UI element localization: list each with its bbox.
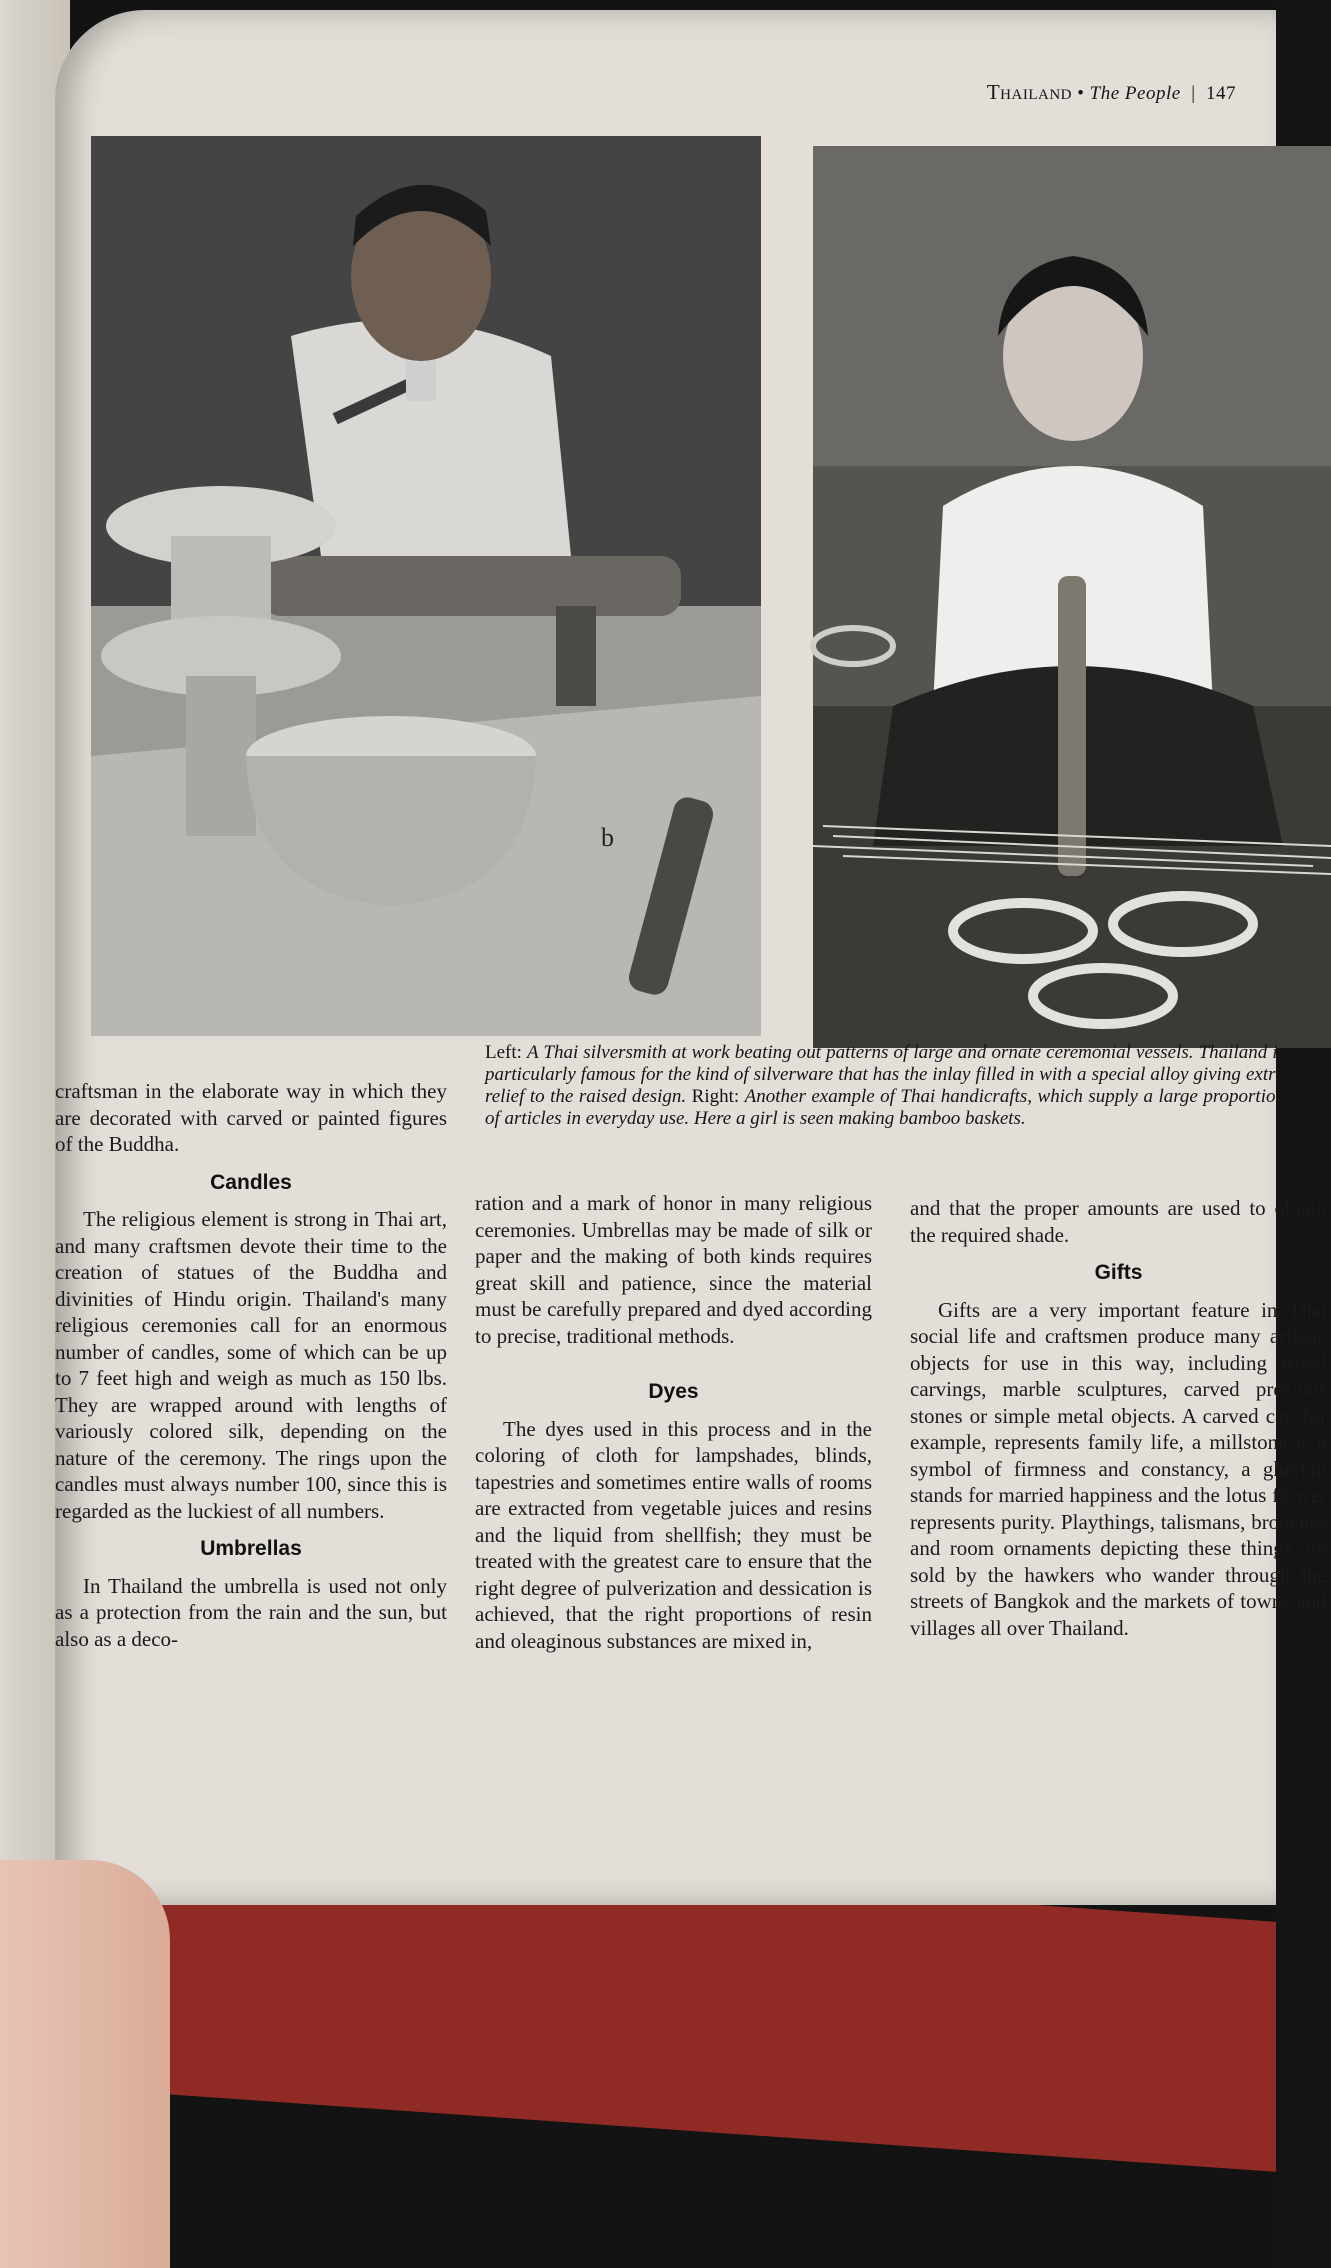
column1-intro: craftsman in the elaborate way in which they are decorated with carved or painted figures of the Buddha. — [55, 1079, 447, 1156]
gifts-heading: Gifts — [1094, 1261, 1143, 1284]
column2-text: ration and a mark of honor in many religious ceremonies. Umbrellas may be made of silk or paper and the making of both kinds requires great skill and patience, since the material must be carefully prepared and dyed according to precise, traditional methods. — [475, 1191, 872, 1348]
caption-right-text: Another example of Thai handicrafts, which supply a large proportion of articles in everyday use. Here a girl is seen making bamboo baskets. — [485, 1086, 1285, 1129]
basket-weaver-illustration — [813, 146, 1331, 1048]
umbrellas-heading: Umbrellas — [200, 1537, 302, 1560]
caption-lead-right: Right: — [691, 1086, 740, 1107]
umbrellas-text: In Thailand the umbrella is used not only as a protection from the rain and the sun, but also as a deco- — [55, 1573, 447, 1651]
candles-text: The religious element is strong in Thai art, and many craftsmen devote their time to the creation of statues of the Buddha and divinities of Hindu origin. Thailand's many religious ceremonies call for an enormous number of candles, some of which can be up to 7 feet high and weigh as much as 150 lbs. They are wrapped around with lengths of variously colored silk, depending on the nature of the ceremony. The rings upon the candles must always number 100, since this is regarded as the luckiest of all numbers. — [55, 1207, 447, 1523]
book-page — [55, 10, 1327, 1905]
silversmith-photo — [91, 136, 761, 1036]
page-number: 147 — [1206, 83, 1236, 104]
header-section: The People — [1089, 83, 1181, 104]
basket-weaver-photo — [813, 146, 1331, 1048]
photo-label: b — [601, 823, 614, 852]
text-column-2 — [475, 1190, 872, 1654]
thumb — [0, 1860, 170, 2268]
silversmith-illustration — [91, 136, 761, 1036]
header-divider: | — [1191, 83, 1196, 104]
header-separator: • — [1077, 83, 1085, 104]
header-country: Thailand — [986, 80, 1073, 104]
candles-heading: Candles — [210, 1170, 292, 1194]
gifts-text: Gifts are a very important feature in Thai social life and craftsmen produce many artistic objects for use in this way, including wood carvings, marble sculptures, carved precious stones or simple metal objects. A carved cat, for example, represents family life, a millstone is a symbol of firmness and constancy, a gherkin stands for married happiness and the lotus flower represents purity. Playthings, talismans, brooches and room ornaments depicting these things are sold by the hawkers who wander through the streets of Bangkok and the markets of towns and villages all over Thailand. — [910, 1297, 1327, 1640]
text-column-1 — [55, 1078, 447, 1652]
text-column-3 — [910, 1195, 1327, 1641]
caption-lead-left: Left: — [485, 1042, 522, 1063]
photo-caption — [485, 1042, 1285, 1130]
dyes-text: The dyes used in this process and in the coloring of cloth for lampshades, blinds, tapestries and sometimes entire walls of rooms are extracted from vegetable juices and resins and the liquid from shellfish; they must be treated with the greatest care to ensure that the right degree of pulverization and dessication is achieved, that the right proportions of resin and oleaginous substances are mixed in, — [475, 1416, 872, 1653]
column3-text: and that the proper amounts are used to obtain the required shade. — [910, 1196, 1327, 1247]
running-header — [987, 80, 1236, 105]
caption-left-text: A Thai silversmith at work beating out patterns of large and ornate ceremonial vessels. Thailand is particularly famous for the kind of silverware that has the inlay filled in with a special alloy giving extra relief to the raised design. — [485, 1042, 1286, 1107]
dyes-heading: Dyes — [648, 1380, 699, 1403]
